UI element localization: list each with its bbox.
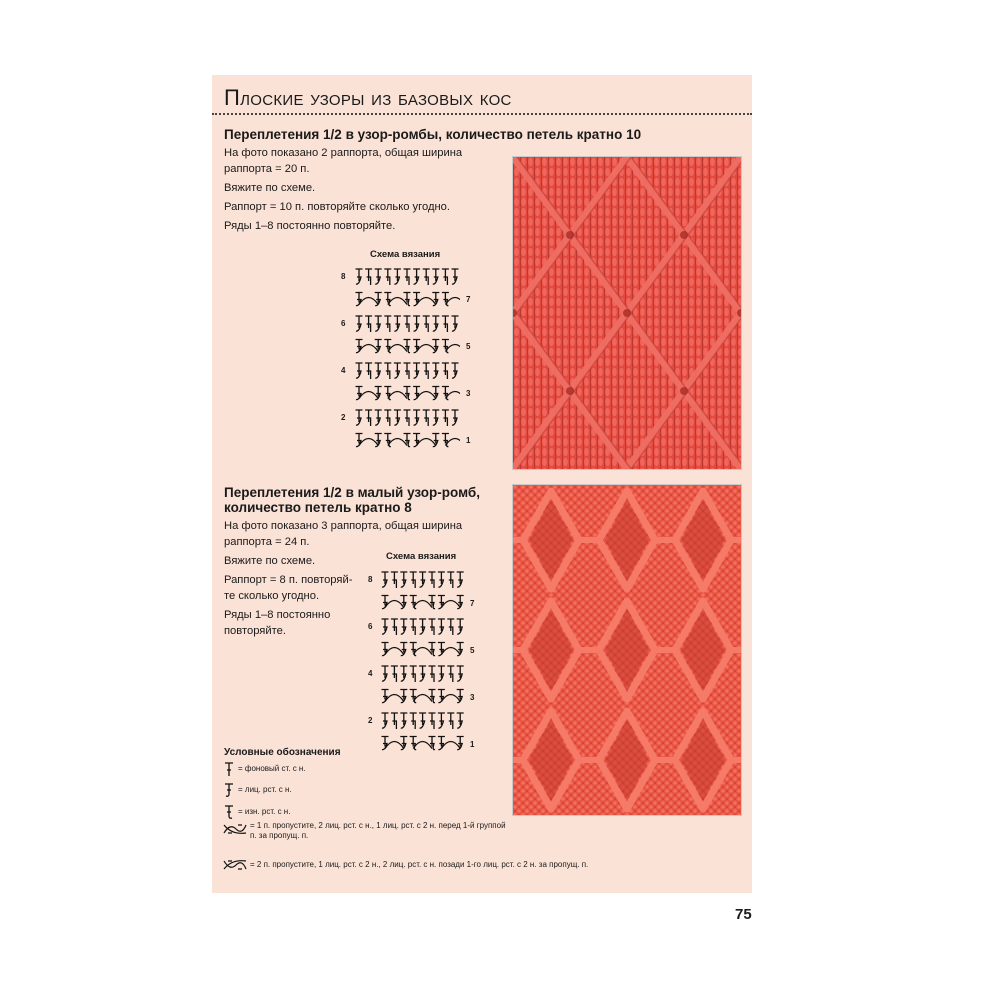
back-post-dc-symbol-icon: [222, 804, 236, 820]
section1-title: Переплетения 1/2 в узор-ромбы, количество петель кратно 10: [224, 127, 642, 142]
section1-paragraph-line2: раппорта = 20 п.: [224, 163, 310, 175]
section2-chart-title: Схема вязания: [386, 551, 457, 562]
row-number: 6: [341, 319, 346, 328]
section1-stitch-chart: [338, 249, 474, 451]
row-number: 5: [466, 342, 471, 351]
section2-swatch-photo: [512, 484, 742, 816]
section1-paragraph-line1: На фото показано 2 раппорта, общая ширина: [224, 147, 463, 159]
row-number: 1: [470, 740, 475, 749]
row-number: 7: [470, 599, 475, 608]
section1-swatch-photo: [512, 156, 742, 470]
row-number: 5: [470, 646, 475, 655]
section1-repeat-note: Раппорт = 10 п. повторяйте сколько угодно.: [224, 201, 450, 213]
row-number: 2: [341, 413, 346, 422]
section2-repeat-note-line1: Раппорт = 8 п. повторяй-: [224, 574, 353, 586]
legend-item-text: = фоновый ст. с н.: [238, 764, 306, 773]
page-number: 75: [735, 906, 752, 923]
legend-title: Условные обозначения: [224, 747, 341, 758]
heading-dotted-rule: [212, 113, 752, 115]
legend-item-text: = лиц. рст. с н.: [238, 785, 292, 794]
section2-rows-note-line2: повторяйте.: [224, 625, 286, 637]
section2-instruction: Вяжите по схеме.: [224, 555, 316, 567]
row-number: 1: [466, 436, 471, 445]
legend-item-text-line1: = 1 п. пропустите, 2 лиц. рст. с н., 1 лиц. рст. с 2 н. перед 1-й группой: [250, 821, 506, 830]
book-page: [212, 75, 752, 893]
row-number: 3: [470, 693, 475, 702]
section2-stitch-chart: [366, 551, 502, 756]
background-dc-symbol-icon: [222, 761, 236, 777]
page-heading: Плоские узоры из базовых кос: [224, 85, 512, 110]
section1-chart-symbols: [354, 265, 460, 451]
row-number: 6: [368, 622, 373, 631]
section2-paragraph-line1: На фото показано 3 раппорта, общая ширина: [224, 520, 463, 532]
row-number: 7: [466, 295, 471, 304]
row-number: 8: [341, 272, 346, 281]
legend-item-text: [250, 821, 506, 841]
section2-repeat-note-line2: те сколько угодно.: [224, 590, 320, 602]
cross-2-1-symbol-icon: [222, 857, 248, 873]
section1-rows-note: Ряды 1–8 постоянно повторяйте.: [224, 220, 396, 232]
legend-item: [222, 821, 506, 847]
front-post-dc-symbol-icon: [222, 782, 236, 798]
section2-paragraph-line2: раппорта = 24 п.: [224, 536, 310, 548]
legend-item: [222, 781, 292, 799]
row-number: 4: [368, 669, 373, 678]
legend-item: [222, 803, 290, 821]
legend-item-text: = изн. рст. с н.: [238, 807, 291, 816]
section1-instruction: Вяжите по схеме.: [224, 182, 316, 194]
legend-item-text: = 2 п. пропустите, 1 лиц. рст. с 2 н., 2 лиц. рст. с н. позади 1-го лиц. рст. с 2 н. за пропущ. п.: [250, 860, 589, 869]
section2-title-line2: количество петель кратно 8: [224, 500, 412, 515]
legend-item-text-line2: п. за пропущ. п.: [250, 831, 309, 840]
row-number: 3: [466, 389, 471, 398]
cross-1-2-symbol-icon: [222, 821, 248, 837]
section1-chart-title: Схема вязания: [370, 249, 441, 260]
row-number: 4: [341, 366, 346, 375]
section2-chart-symbols: [380, 568, 464, 754]
section2-title-line1: Переплетения 1/2 в малый узор-ромб,: [224, 485, 480, 500]
section2-rows-note-line1: Ряды 1–8 постоянно: [224, 609, 331, 621]
legend-item: [222, 856, 588, 874]
legend-item: [222, 760, 306, 778]
row-number: 8: [368, 575, 373, 584]
row-number: 2: [368, 716, 373, 725]
